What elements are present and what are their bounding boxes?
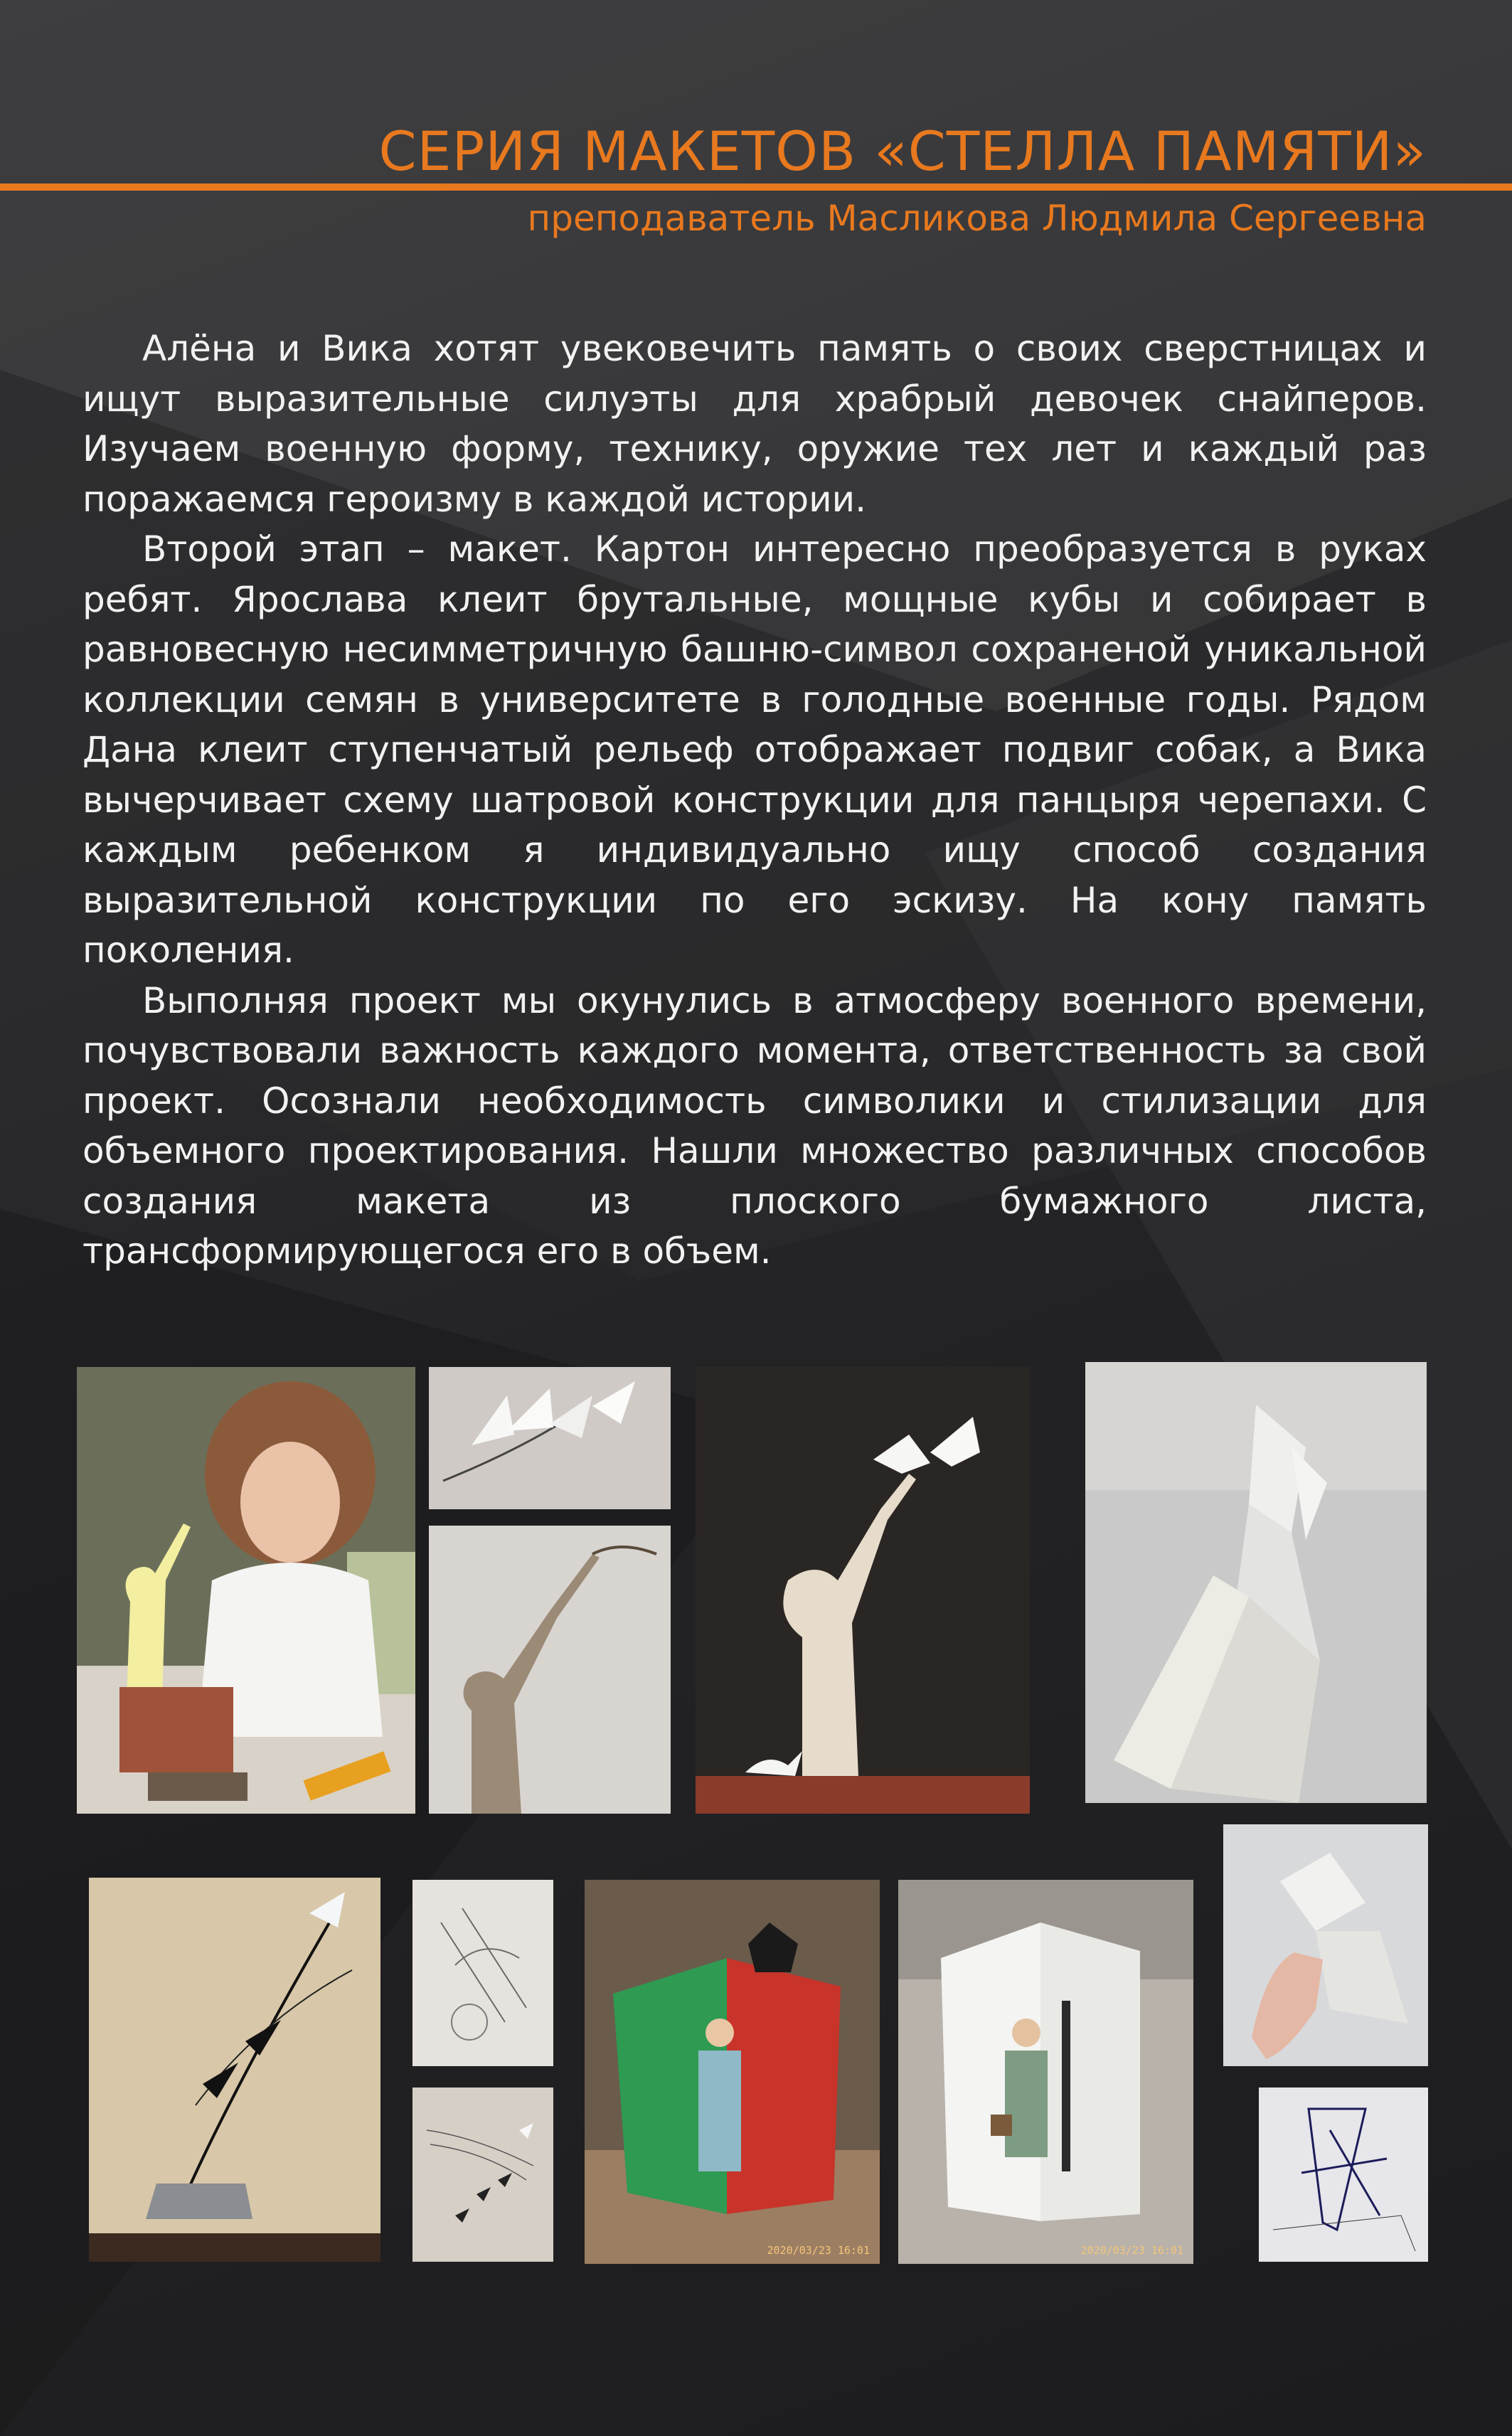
article-body xyxy=(82,324,1427,1277)
photo-soldier-girl-stella xyxy=(898,1880,1193,2264)
photo-pencil-sketch xyxy=(412,1880,553,2066)
photo-line-sketch xyxy=(1259,2087,1428,2262)
photo-green-red-stella xyxy=(585,1880,880,2264)
photo-paper-doves xyxy=(429,1367,671,1509)
photo-bird-flight xyxy=(89,1878,380,2262)
photo-date-stamp-1: 2020/03/23 16:01 xyxy=(767,2244,870,2257)
photo-silhouette-reaching xyxy=(429,1526,671,1814)
photo-bird-sketch xyxy=(412,2087,553,2262)
paragraph-1: Алёна и Вика хотят увековечить память о своих сверстницах и ищут выразительные силуэты для храбрый девочек снайперов. Изучаем военную форму, технику, оружие тех лет и каждый раз поражаемся героизму в каждой истории. xyxy=(82,328,1427,520)
photo-boy-doves xyxy=(696,1367,1030,1814)
paragraph-3: Выполняя проект мы окунулись в атмосферу военного времени, почувствовали важность каждого момента, ответственность за свой проект. Осознали необходимость символики и стилизации для объемного проектирования. Нашли множество различных способов создания макета из плоского бумажного листа, трансформирующегося его в объем. xyxy=(82,979,1427,1272)
photo-date-stamp-2: 2020/03/23 16:01 xyxy=(1080,2244,1183,2257)
page-title: СЕРИЯ МАКЕТОВ «СТЕЛЛА ПАМЯТИ» xyxy=(378,119,1427,183)
title-divider xyxy=(0,184,1512,191)
paragraph-2: Второй этап – макет. Картон интересно преобразуется в руках ребят. Ярослава клеит брутальные, мощные кубы и собирает в равновесную несимметричную башню-символ сохраненой уникальной коллекции семян в университете в голодные военные годы. Рядом Дана клеит ступенчатый рельеф отображает подвиг собак, а Вика вычерчивает схему шатровой конструкции для панцыря черепахи. С каждым ребенком я индивидуально ищу способ создания выразительной конструкции по его эскизу. На кону память поколения. xyxy=(82,528,1427,971)
page-subtitle: преподаватель Масликова Людмила Сергеевна xyxy=(527,198,1427,239)
photo-paper-sculpture xyxy=(1085,1362,1427,1803)
photo-girl-cutting xyxy=(77,1367,415,1814)
photo-hand-paper xyxy=(1223,1824,1428,2066)
